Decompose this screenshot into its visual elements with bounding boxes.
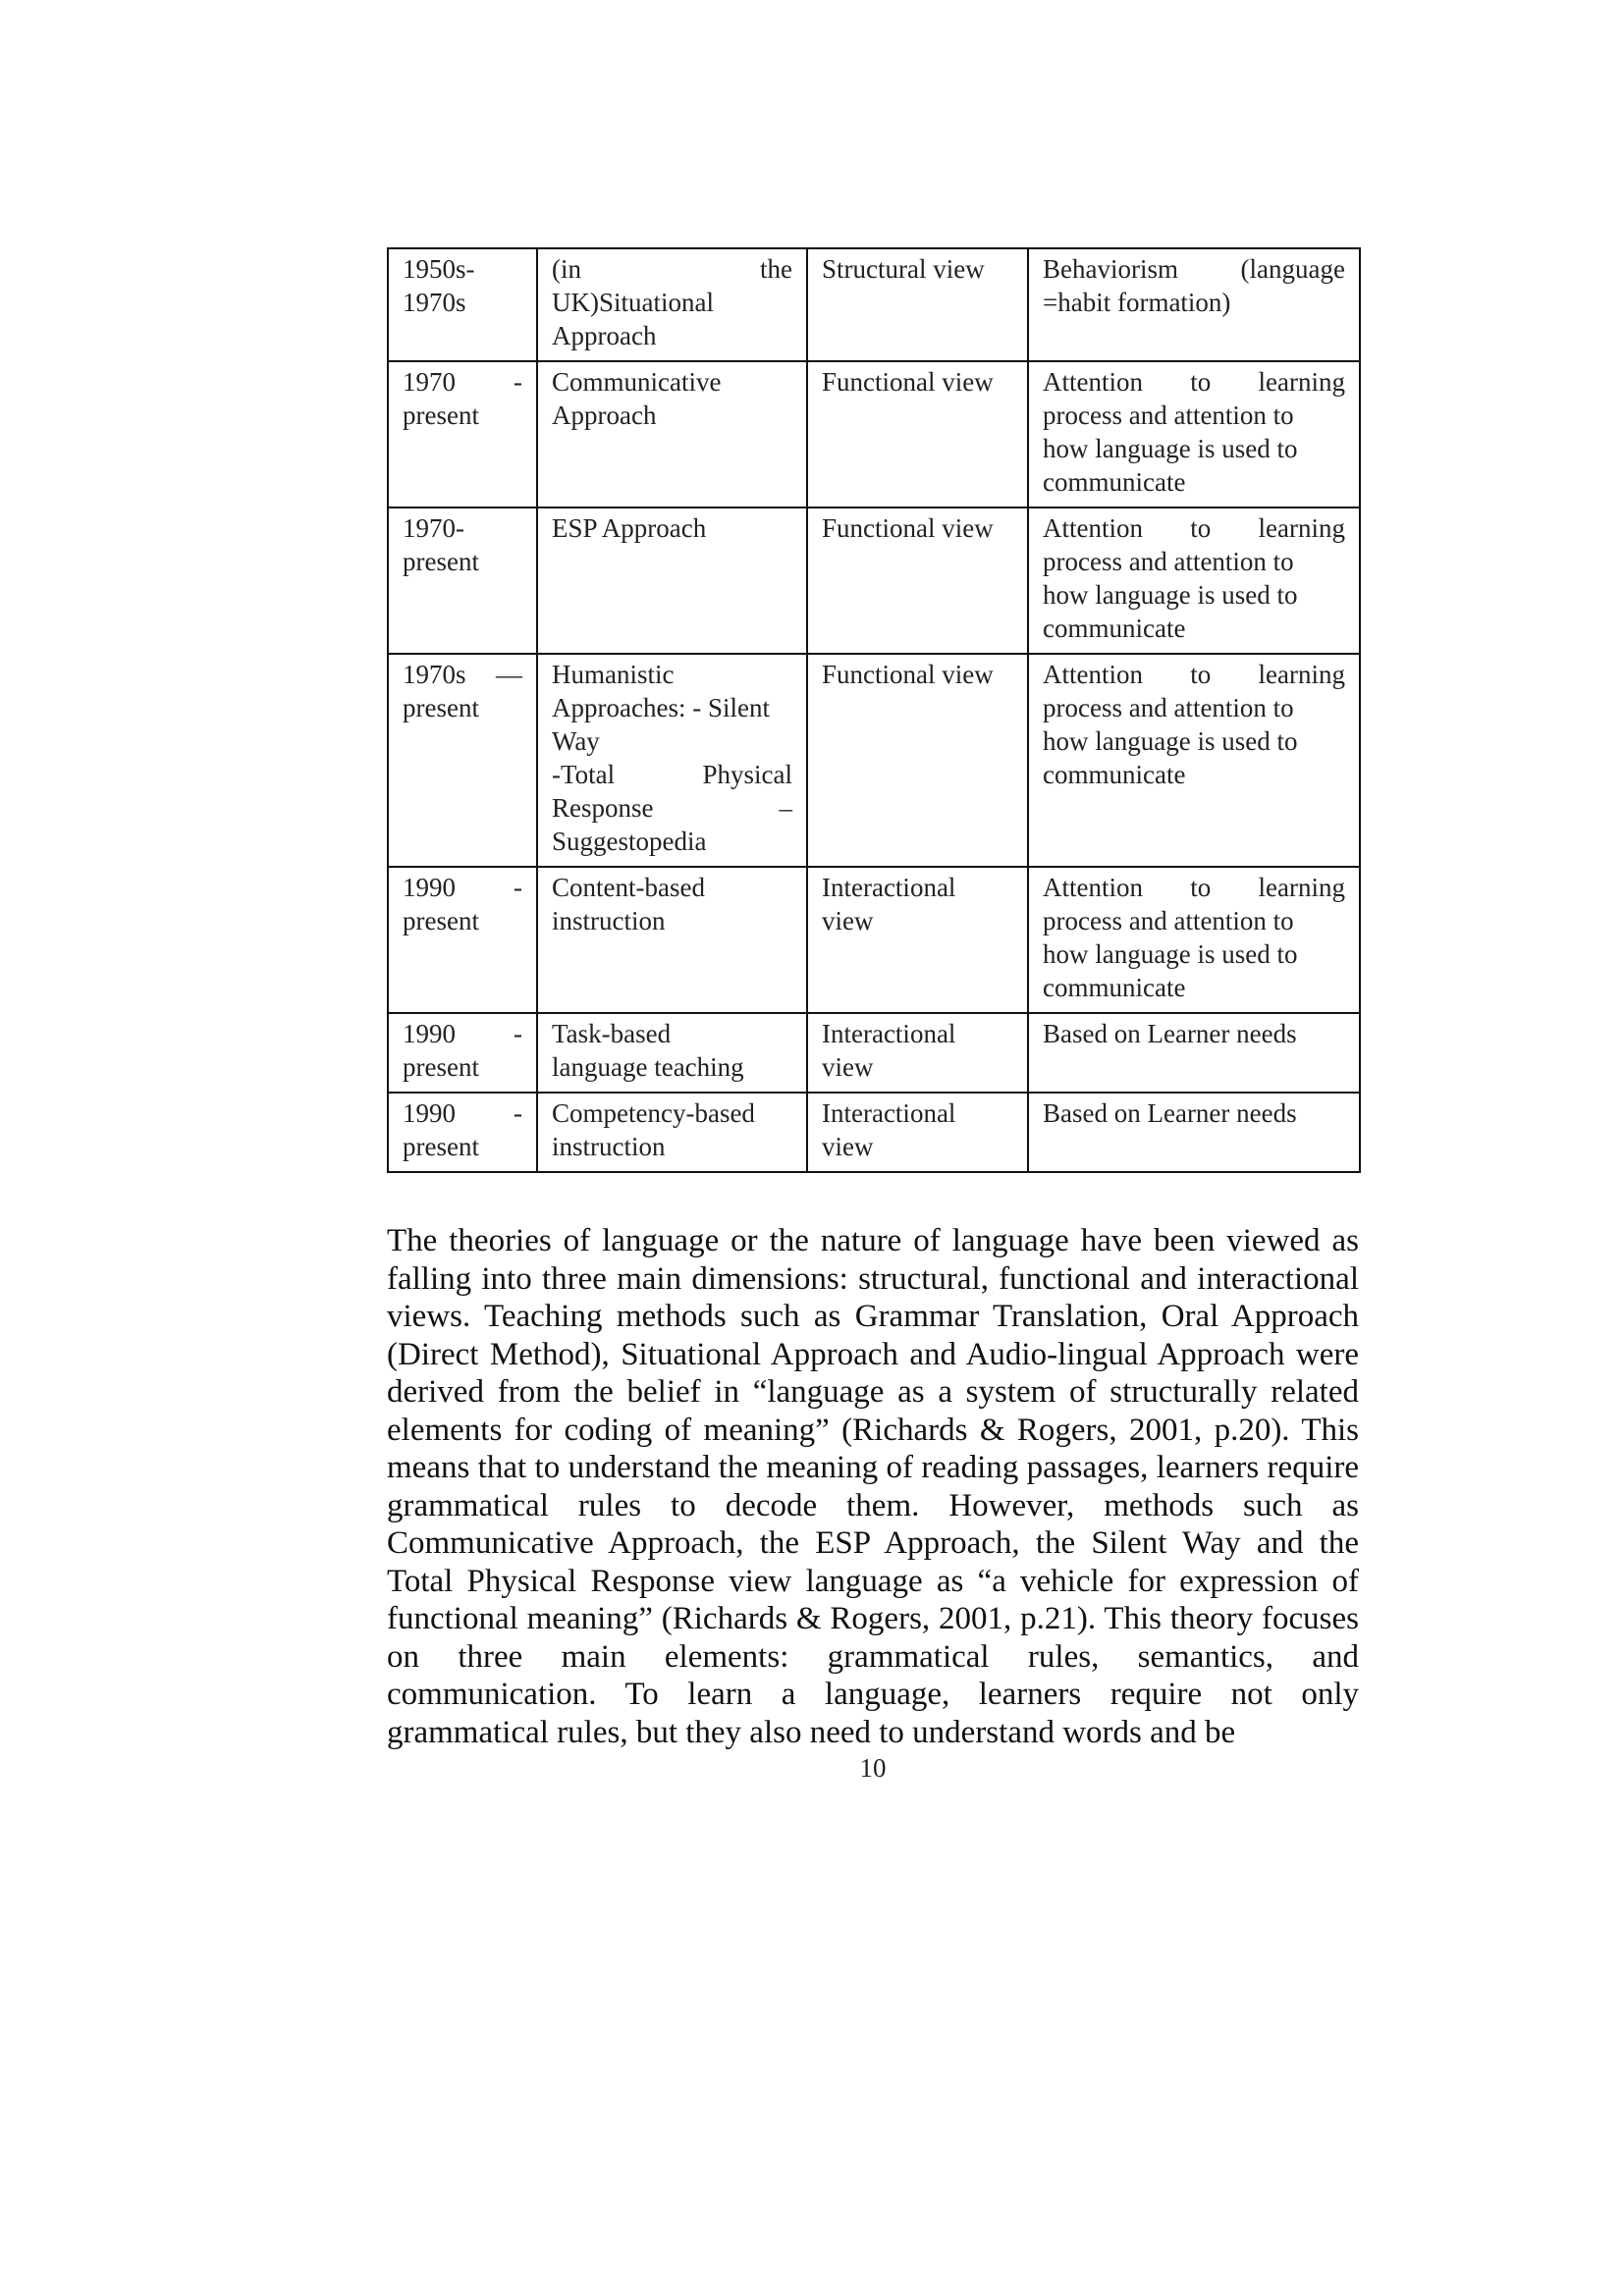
cell-line	[403, 1017, 522, 1050]
cell-line	[1043, 286, 1345, 319]
cell-line	[552, 511, 792, 545]
cell-text: the	[760, 254, 792, 284]
cell-text: Attention	[1043, 873, 1143, 902]
cell-line	[403, 1096, 522, 1130]
cell-line	[1043, 1096, 1345, 1130]
cell-text: present	[403, 400, 479, 430]
cell-line	[403, 1130, 522, 1163]
cell-text: learning	[1258, 513, 1345, 543]
cell-line	[403, 658, 522, 691]
cell-line	[552, 791, 792, 825]
cell-line	[552, 252, 792, 286]
cell-text: Attention	[1043, 367, 1143, 397]
cell-line	[403, 545, 522, 578]
cell-line	[552, 691, 792, 724]
table-body	[388, 248, 1360, 1172]
cell-line	[552, 319, 792, 352]
cell-line	[1043, 1017, 1345, 1050]
cell-line	[552, 399, 792, 432]
cell-text: Suggestopedia	[552, 827, 707, 856]
cell-line	[552, 724, 792, 758]
cell-line	[822, 658, 1013, 691]
table-cell-approach	[537, 507, 807, 654]
cell-line	[1043, 658, 1345, 691]
page-number: 10	[859, 1753, 887, 1783]
cell-text: how language is used to	[1043, 726, 1298, 756]
cell-line	[1043, 904, 1345, 937]
cell-line	[403, 365, 522, 399]
cell-line	[1043, 871, 1345, 904]
table-cell-approach	[537, 654, 807, 867]
cell-text: present	[403, 547, 479, 576]
cell-line	[1043, 511, 1345, 545]
cell-line	[552, 871, 792, 904]
cell-line	[403, 399, 522, 432]
table-cell-view-of-language	[807, 867, 1028, 1013]
cell-text: Task-based	[552, 1019, 672, 1048]
cell-text: instruction	[552, 906, 666, 935]
table-cell-theory-of-learning	[1028, 507, 1360, 654]
cell-line	[552, 365, 792, 399]
cell-text: Competency-based	[552, 1098, 755, 1128]
table-row	[388, 507, 1360, 654]
cell-text: how language is used to	[1043, 580, 1298, 610]
cell-text: present	[403, 693, 479, 722]
cell-line	[552, 1050, 792, 1084]
cell-line	[1043, 432, 1345, 465]
cell-line	[552, 1130, 792, 1163]
table-row	[388, 654, 1360, 867]
cell-line	[403, 904, 522, 937]
table-row	[388, 1013, 1360, 1093]
cell-text: =habit formation)	[1043, 288, 1231, 317]
table-cell-theory-of-learning	[1028, 654, 1360, 867]
cell-text: Approach	[552, 400, 657, 430]
cell-text: communicate	[1043, 760, 1186, 789]
cell-line	[822, 1130, 1013, 1163]
table-row	[388, 361, 1360, 507]
cell-text: language teaching	[552, 1052, 744, 1082]
cell-text: -	[514, 1098, 522, 1128]
body-paragraph: The theories of language or the nature of language have been viewed as falling into three main dimensions: structural, functional and interactional views. Teaching methods such as Grammar Translation, Oral Approach (Direct Method), Situational Approach and Audio-lingual Approach were derived from the belief in “language as a system of structurally related elements for coding of meaning” (Richards & Rogers, 2001, p.20). This means that to understand the meaning of reading passages, learners require grammatical rules to decode them. However, methods such as Communicative Approach, the ESP Approach, the Silent Way and the Total Physical Response view language as “a vehicle for expression of functional meaning” (Richards & Rogers, 2001, p.21). This theory focuses on three main elements: grammatical rules, semantics, and communication. To learn a language, learners require not only grammatical rules, but they also need to understand words and be	[387, 1223, 1359, 1750]
cell-text: to	[1190, 513, 1212, 543]
table-cell-period	[388, 867, 537, 1013]
cell-text: -	[514, 1019, 522, 1048]
cell-text: Response	[552, 793, 654, 823]
cell-text: Humanistic	[552, 660, 675, 689]
cell-text: how language is used to	[1043, 434, 1298, 463]
cell-text: -	[514, 367, 522, 397]
cell-text: process and attention to	[1043, 906, 1294, 935]
cell-text: 1970-	[403, 513, 464, 543]
cell-text: Attention	[1043, 660, 1143, 689]
table-cell-theory-of-learning	[1028, 1093, 1360, 1172]
cell-text: learning	[1258, 367, 1345, 397]
cell-text: Way	[552, 726, 600, 756]
table-cell-approach	[537, 248, 807, 361]
table-cell-theory-of-learning	[1028, 867, 1360, 1013]
cell-text: (language	[1240, 254, 1345, 284]
table-cell-theory-of-learning	[1028, 1013, 1360, 1093]
cell-line	[1043, 691, 1345, 724]
cell-text: present	[403, 1132, 479, 1161]
table-row	[388, 1093, 1360, 1172]
cell-line	[1043, 724, 1345, 758]
table-cell-view-of-language	[807, 654, 1028, 867]
cell-text: Functional view	[822, 367, 994, 397]
cell-text: Interactional	[822, 873, 956, 902]
table-row	[388, 867, 1360, 1013]
table-cell-period	[388, 1013, 537, 1093]
cell-line	[1043, 612, 1345, 645]
cell-text: Functional view	[822, 660, 994, 689]
cell-line	[822, 365, 1013, 399]
table-cell-period	[388, 1093, 537, 1172]
cell-text: learning	[1258, 873, 1345, 902]
cell-text: 1970s	[403, 660, 466, 689]
cell-text: present	[403, 1052, 479, 1082]
cell-line	[403, 691, 522, 724]
cell-text: to	[1190, 367, 1212, 397]
cell-text: Approaches: - Silent	[552, 693, 770, 722]
cell-line	[1043, 758, 1345, 791]
cell-text: Behaviorism	[1043, 254, 1178, 284]
cell-text: Attention	[1043, 513, 1143, 543]
cell-line	[822, 1017, 1013, 1050]
cell-text: Structural view	[822, 254, 985, 284]
cell-text: process and attention to	[1043, 547, 1294, 576]
table-cell-view-of-language	[807, 507, 1028, 654]
cell-line	[403, 871, 522, 904]
table-cell-period	[388, 248, 537, 361]
cell-text: process and attention to	[1043, 400, 1294, 430]
cell-text: 1990	[403, 1098, 456, 1128]
cell-line	[552, 1017, 792, 1050]
cell-text: 1990	[403, 873, 456, 902]
cell-line	[403, 286, 522, 319]
cell-line	[1043, 971, 1345, 1004]
cell-line	[1043, 365, 1345, 399]
table-cell-period	[388, 654, 537, 867]
cell-text: Based on Learner needs	[1043, 1098, 1297, 1128]
cell-text: Interactional	[822, 1019, 956, 1048]
cell-line	[403, 252, 522, 286]
cell-line	[1043, 937, 1345, 971]
cell-text: view	[822, 1052, 874, 1082]
cell-line	[1043, 578, 1345, 612]
cell-line	[1043, 399, 1345, 432]
cell-line	[552, 658, 792, 691]
cell-text: communicate	[1043, 614, 1186, 643]
cell-text: –	[779, 793, 792, 823]
cell-text: learning	[1258, 660, 1345, 689]
table-cell-view-of-language	[807, 1093, 1028, 1172]
table-cell-approach	[537, 1013, 807, 1093]
cell-line	[1043, 252, 1345, 286]
table-cell-period	[388, 361, 537, 507]
table-cell-theory-of-learning	[1028, 248, 1360, 361]
cell-text: Approach	[552, 321, 657, 350]
cell-text: 1970s	[403, 288, 466, 317]
cell-text: —	[496, 660, 522, 689]
cell-text: ESP Approach	[552, 513, 707, 543]
cell-text: Functional view	[822, 513, 994, 543]
cell-text: Content-based	[552, 873, 705, 902]
cell-line	[552, 758, 792, 791]
cell-text: view	[822, 906, 874, 935]
cell-text: UK)Situational	[552, 288, 714, 317]
cell-text: Interactional	[822, 1098, 956, 1128]
cell-text: communicate	[1043, 973, 1186, 1002]
cell-text: 1950s-	[403, 254, 475, 284]
cell-line	[1043, 545, 1345, 578]
cell-line	[403, 1050, 522, 1084]
cell-text: Based on Learner needs	[1043, 1019, 1297, 1048]
table-cell-theory-of-learning	[1028, 361, 1360, 507]
cell-text: view	[822, 1132, 874, 1161]
cell-line	[552, 904, 792, 937]
cell-text: 1990	[403, 1019, 456, 1048]
table-cell-view-of-language	[807, 1013, 1028, 1093]
cell-text: to	[1190, 873, 1212, 902]
cell-line	[552, 1096, 792, 1130]
table-cell-approach	[537, 1093, 807, 1172]
cell-line	[822, 1050, 1013, 1084]
cell-line	[822, 252, 1013, 286]
approaches-table	[387, 247, 1361, 1173]
cell-line	[552, 286, 792, 319]
table-cell-approach	[537, 867, 807, 1013]
cell-line	[822, 904, 1013, 937]
cell-text: Physical	[702, 760, 792, 789]
cell-text: how language is used to	[1043, 939, 1298, 969]
cell-text: -Total	[552, 760, 616, 789]
table-cell-approach	[537, 361, 807, 507]
cell-text: instruction	[552, 1132, 666, 1161]
cell-text: communicate	[1043, 467, 1186, 497]
cell-text: Communicative	[552, 367, 722, 397]
cell-line	[822, 511, 1013, 545]
cell-line	[822, 871, 1013, 904]
table-cell-view-of-language	[807, 248, 1028, 361]
cell-text: to	[1190, 660, 1212, 689]
cell-text: -	[514, 873, 522, 902]
cell-text: present	[403, 906, 479, 935]
cell-line	[1043, 465, 1345, 499]
cell-text: (in	[552, 254, 581, 284]
table-row	[388, 248, 1360, 361]
cell-line	[403, 511, 522, 545]
table-cell-view-of-language	[807, 361, 1028, 507]
cell-text: 1970	[403, 367, 456, 397]
cell-line	[822, 1096, 1013, 1130]
cell-line	[552, 825, 792, 858]
table-cell-period	[388, 507, 537, 654]
cell-text: process and attention to	[1043, 693, 1294, 722]
